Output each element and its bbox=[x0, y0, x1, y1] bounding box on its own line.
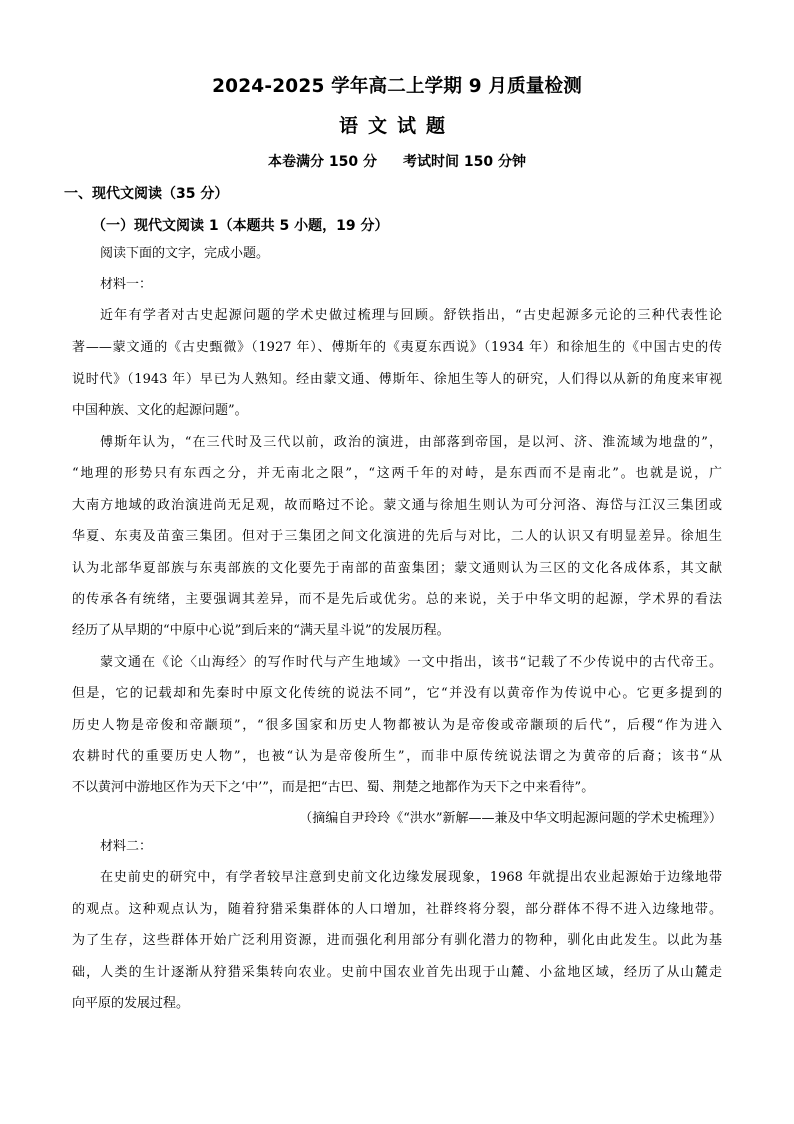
text-line: 傅斯年认为，“在三代时及三代以前，政治的演进，由部落到帝国，是以河、济、淮流域为地盘的”， bbox=[100, 435, 722, 450]
text-line: 在史前史的研究中，有学者较早注意到史前文化边缘发展现象，1968 年就提出农业起源始于边缘地带 bbox=[100, 870, 722, 885]
text-line: 大南方地域的政治演进尚无足观，故而略过不论。蒙文通与徐旭生则认为可分河洛、海岱与江汉三集团或 bbox=[72, 498, 722, 513]
text-line: 历史人物是帝俊和帝颛顼”，“很多国家和历史人物都被认为是帝俊或帝颛顼的后代”，后稷“作为进入 bbox=[72, 718, 722, 733]
instruction-text: 阅读下面的文字，完成小题。 bbox=[100, 246, 270, 261]
text-line: 中国种族、文化的起源问题”。 bbox=[72, 403, 248, 418]
subsection-heading: （一）现代文阅读 1（本题共 5 小题，19 分） bbox=[92, 218, 389, 234]
text-line: 蒙文通在《论〈山海经〉的写作时代与产生地域》一文中指出，该书“记载了不少传说中的古代帝王。 bbox=[100, 655, 722, 670]
text-line: 认为北部华夏部族与东夷部族的文化要先于南部的苗蛮集团；蒙文通则认为三区的文化各成体系，其文献 bbox=[72, 561, 722, 576]
text-line: 的传承各有统绪，主要强调其差异，而不是先后或优劣。总的来说，关于中华文明的起源，学术界的看法 bbox=[72, 592, 722, 607]
time-info: 考试时间 150 分钟 bbox=[403, 154, 526, 170]
exam-info bbox=[0, 151, 794, 171]
text-line: 的观点。这种观点认为，随着狩猎采集群体的人口增加，社群终将分裂，部分群体不得不进入边缘地带。 bbox=[72, 902, 722, 917]
text-line: 华夏、东夷及苗蛮三集团。但对于三集团之间文化演进的先后与对比，二人的认识又有明显差异。徐旭生 bbox=[72, 529, 722, 544]
text-line: 础，人类的生计逐渐从狩猎采集转向农业。史前中国农业首先出现于山麓、小盆地区域，经历了从山麓走 bbox=[72, 965, 722, 980]
score-info: 本卷满分 150 分 bbox=[268, 154, 377, 170]
text-line: 向平原的发展过程。 bbox=[72, 996, 190, 1011]
material1-label: 材料一： bbox=[100, 277, 153, 292]
subject-title: 语文试题 bbox=[338, 115, 455, 137]
text-line: 不以黄河中游地区作为天下之‘中’”，而是把“古巴、蜀、荆楚之地都作为天下之中来看待”。 bbox=[72, 780, 595, 795]
text-line: 近年有学者对古史起源问题的学术史做过梳理与回顾。舒铁指出，“古史起源多元论的三种代表性论 bbox=[100, 308, 722, 323]
text-line: 说时代》（1943 年）早已为人熟知。经由蒙文通、傅斯年、徐旭生等人的研究，人们得以从新的角度来审视 bbox=[72, 372, 722, 387]
section-heading: 一、现代文阅读（35 分） bbox=[64, 186, 229, 202]
material2-label: 材料二： bbox=[100, 839, 153, 854]
text-line: 著——蒙文通的《古史甄微》（1927 年）、傅斯年的《夷夏东西说》（1934 年）和徐旭生的《中国古史的传 bbox=[72, 340, 722, 355]
text-line: 农耕时代的重要历史人物”，也被“认为是帝俊所生”，而非中原传统说法谓之为黄帝的后裔；该书“从 bbox=[72, 749, 722, 764]
text-line: 但是，它的记载却和先秦时中原文化传统的说法不同”，它“并没有以黄帝作为传说中心。它更多提到的 bbox=[72, 686, 722, 701]
exam-title: 2024-2025 学年高二上学期 9 月质量检测 bbox=[212, 76, 582, 97]
text-line: 为了生存，这些群体开始广泛利用资源，进而强化利用部分有驯化潜力的物种，驯化由此发生。以此为基 bbox=[72, 933, 722, 948]
text-line: 经历了从早期的“中原中心说”到后来的“满天星斗说”的发展历程。 bbox=[72, 623, 450, 638]
material1-source: （摘编自尹玲玲《“洪水”新解——兼及中华文明起源问题的学术史梳理》） bbox=[299, 811, 722, 826]
text-line: “地理的形势只有东西之分，并无南北之限”，“这两千年的对峙，是东西而不是南北”。也就是说，广 bbox=[72, 466, 722, 481]
